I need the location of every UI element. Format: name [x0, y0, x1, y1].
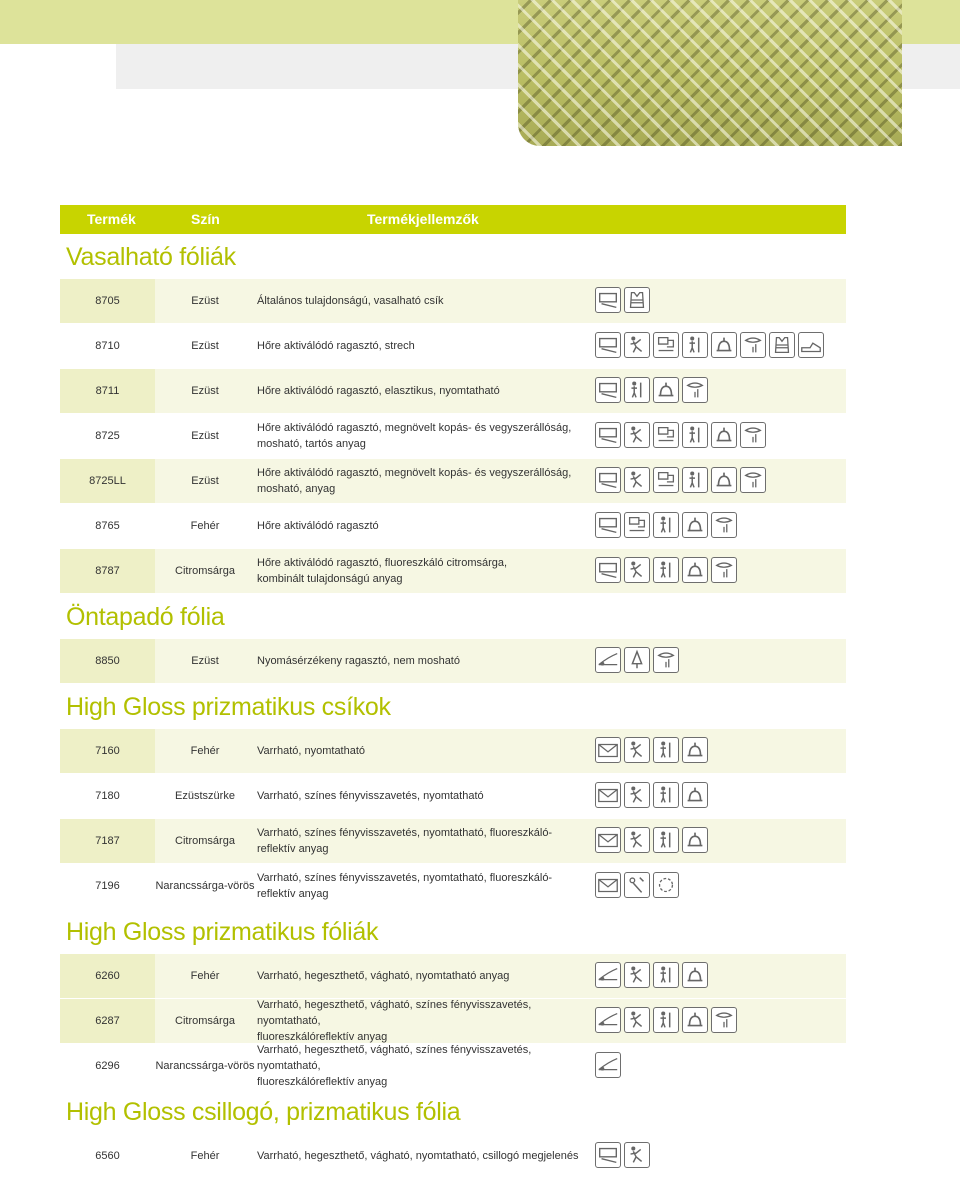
section-title: High Gloss prizmatikus csíkok	[66, 693, 391, 721]
helmet-icon	[711, 467, 737, 493]
helmet-icon	[682, 512, 708, 538]
product-color: Ezüst	[191, 475, 219, 487]
worker-icon	[624, 1142, 650, 1168]
stitch-icon	[653, 872, 679, 898]
product-features: Hőre aktiválódó ragasztó	[257, 520, 379, 532]
product-features: Varrható, hegeszthető, vágható, színes fényvisszavetés, nyomtatható, fluoreszkálóreflektív anyag	[257, 999, 532, 1043]
helmet-icon	[711, 332, 737, 358]
envelope-icon	[595, 737, 621, 763]
product-color: Narancssárga-vörös	[155, 880, 255, 892]
product-color: Citromsárga	[175, 835, 235, 847]
section-title: High Gloss csillogó, prizmatikus fólia	[66, 1098, 461, 1126]
table-row	[60, 819, 846, 863]
product-features: Varrható, színes fényvisszavetés, nyomtatható, fluoreszkáló-reflektív anyag	[257, 872, 553, 900]
helmet-icon	[653, 377, 679, 403]
prismatic-material-photo	[518, 0, 902, 146]
product-features: Hőre aktiválódó ragasztó, strech	[257, 340, 415, 352]
table-row	[60, 414, 846, 458]
product-features: Hőre aktiválódó ragasztó, megnövelt kopás- és vegyszerállóság, mosható, tartós anyag	[257, 422, 572, 450]
product-features: Hőre aktiválódó ragasztó, fluoreszkáló citromsárga, kombinált tulajdonságú anyag	[257, 557, 508, 585]
product-features: Általános tulajdonságú, vasalható csík	[257, 295, 444, 307]
application-icons	[595, 422, 766, 450]
person-icon	[653, 512, 679, 538]
bottle-icon	[711, 512, 737, 538]
product-code: 8711	[95, 385, 120, 397]
product-color: Citromsárga	[175, 1015, 235, 1027]
helmet-icon	[682, 1007, 708, 1033]
application-icons	[595, 647, 679, 675]
helmet-icon	[682, 782, 708, 808]
product-features: Hőre aktiválódó ragasztó, megnövelt kopás- és vegyszerállóság, mosható, anyag	[257, 467, 572, 495]
application-icons	[595, 827, 708, 855]
bottle-icon	[711, 557, 737, 583]
envelope-icon	[595, 827, 621, 853]
bottle-icon	[682, 377, 708, 403]
application-icons	[595, 512, 737, 540]
table-row	[60, 279, 846, 323]
table-row	[60, 1044, 846, 1088]
vest-icon	[769, 332, 795, 358]
helmet-icon	[682, 557, 708, 583]
table-row	[60, 954, 846, 998]
product-code: 8725LL	[89, 475, 126, 487]
table-row	[60, 729, 846, 773]
product-color: Citromsárga	[175, 565, 235, 577]
application-icons	[595, 377, 708, 405]
envelope-icon	[595, 782, 621, 808]
helmet-icon	[682, 962, 708, 988]
product-color: Ezüstszürke	[175, 790, 235, 802]
worker-icon	[624, 962, 650, 988]
person-icon	[653, 737, 679, 763]
person-icon	[653, 827, 679, 853]
table-row	[60, 324, 846, 368]
product-color: Ezüst	[191, 295, 219, 307]
product-code: 8787	[95, 565, 120, 577]
product-code: 7160	[95, 745, 120, 757]
flag-icon	[624, 512, 650, 538]
worker-icon	[624, 1007, 650, 1033]
flag-icon	[653, 332, 679, 358]
tape-icon	[595, 1007, 621, 1033]
banner-icon	[595, 467, 621, 493]
person-icon	[653, 1007, 679, 1033]
application-icons	[595, 557, 737, 585]
table-row	[60, 549, 846, 593]
product-code: 8705	[95, 295, 120, 307]
product-code: 6560	[95, 1150, 120, 1162]
person-icon	[653, 557, 679, 583]
banner-icon	[595, 1142, 621, 1168]
bottle-icon	[740, 467, 766, 493]
product-features: Varrható, nyomtatható	[257, 745, 366, 757]
person-icon	[682, 422, 708, 448]
product-code: 6296	[95, 1060, 120, 1072]
person-icon	[653, 962, 679, 988]
application-icons	[595, 782, 708, 810]
helmet-icon	[682, 737, 708, 763]
table-row	[60, 999, 846, 1043]
table-row	[60, 459, 846, 503]
banner-icon	[595, 512, 621, 538]
header-product: Termék	[87, 211, 136, 227]
product-code: 7187	[95, 835, 120, 847]
worker-icon	[624, 467, 650, 493]
product-code: 7196	[95, 880, 120, 892]
application-icons	[595, 1142, 650, 1170]
product-features: Varrható, színes fényvisszavetés, nyomtatható, fluoreszkáló-reflektív anyag	[257, 827, 553, 855]
application-icons	[595, 1052, 621, 1080]
table-header	[60, 205, 846, 234]
product-color: Fehér	[190, 745, 220, 757]
envelope-icon	[595, 872, 621, 898]
product-code: 6287	[95, 1015, 120, 1027]
banner-icon	[595, 287, 621, 313]
person-icon	[682, 332, 708, 358]
header-features: Termékjellemzők	[367, 211, 479, 227]
tape-icon	[595, 1052, 621, 1078]
product-code: 8765	[95, 520, 120, 532]
worker-icon	[624, 782, 650, 808]
person-icon	[653, 782, 679, 808]
application-icons	[595, 287, 650, 315]
table-row	[60, 774, 846, 818]
worker-icon	[624, 332, 650, 358]
worker-icon	[624, 827, 650, 853]
application-icons	[595, 872, 679, 900]
product-features: Nyomásérzékeny ragasztó, nem mosható	[257, 655, 460, 667]
product-code: 8850	[95, 655, 120, 667]
product-color: Fehér	[190, 970, 220, 982]
worker-icon	[624, 422, 650, 448]
tape-icon	[595, 962, 621, 988]
bottle-icon	[653, 647, 679, 673]
product-features: Hőre aktiválódó ragasztó, elasztikus, nyomtatható	[257, 385, 500, 397]
helmet-icon	[711, 422, 737, 448]
product-color: Fehér	[190, 520, 220, 532]
person-icon	[682, 467, 708, 493]
bottle-icon	[740, 422, 766, 448]
table-row	[60, 369, 846, 413]
product-features: Varrható, hegeszthető, vágható, nyomtatható anyag	[257, 970, 510, 982]
product-color: Fehér	[190, 1150, 220, 1162]
person-icon	[624, 377, 650, 403]
product-code: 8725	[95, 430, 120, 442]
product-color: Ezüst	[191, 340, 219, 352]
application-icons	[595, 737, 708, 765]
application-icons	[595, 467, 766, 495]
application-icons	[595, 1007, 737, 1035]
helmet-icon	[682, 827, 708, 853]
table-row	[60, 864, 846, 908]
product-code: 8710	[95, 340, 120, 352]
worker-icon	[624, 737, 650, 763]
product-features: Varrható, színes fényvisszavetés, nyomtatható	[257, 790, 484, 802]
product-code: 7180	[95, 790, 120, 802]
product-color: Narancssárga-vörös	[155, 1060, 255, 1072]
application-icons	[595, 332, 824, 360]
tape-icon	[595, 647, 621, 673]
product-features: Varrható, hegeszthető, vágható, színes fényvisszavetés, nyomtatható, fluoreszkálóreflektív anyag	[257, 1044, 532, 1088]
bottle-icon	[740, 332, 766, 358]
vest-icon	[624, 287, 650, 313]
section-title: High Gloss prizmatikus fóliák	[66, 918, 379, 946]
shoe-icon	[798, 332, 824, 358]
table-row	[60, 639, 846, 683]
product-features: Varrható, hegeszthető, vágható, nyomtatható, csillogó megjelenés	[257, 1150, 579, 1162]
flag-icon	[653, 467, 679, 493]
banner-icon	[595, 377, 621, 403]
product-color: Ezüst	[191, 430, 219, 442]
section-title: Öntapadó fólia	[66, 603, 225, 631]
bottle-icon	[711, 1007, 737, 1033]
banner-icon	[595, 422, 621, 448]
header-color: Szín	[191, 211, 220, 227]
product-color: Ezüst	[191, 655, 219, 667]
product-code: 6260	[95, 970, 120, 982]
flag-icon	[653, 422, 679, 448]
banner-icon	[595, 557, 621, 583]
product-color: Ezüst	[191, 385, 219, 397]
worker-icon	[624, 557, 650, 583]
needle-icon	[624, 872, 650, 898]
table-row	[60, 504, 846, 548]
table-row	[60, 1134, 846, 1178]
section-title: Vasalható fóliák	[66, 243, 236, 271]
banner-icon	[595, 332, 621, 358]
tree-icon	[624, 647, 650, 673]
application-icons	[595, 962, 708, 990]
